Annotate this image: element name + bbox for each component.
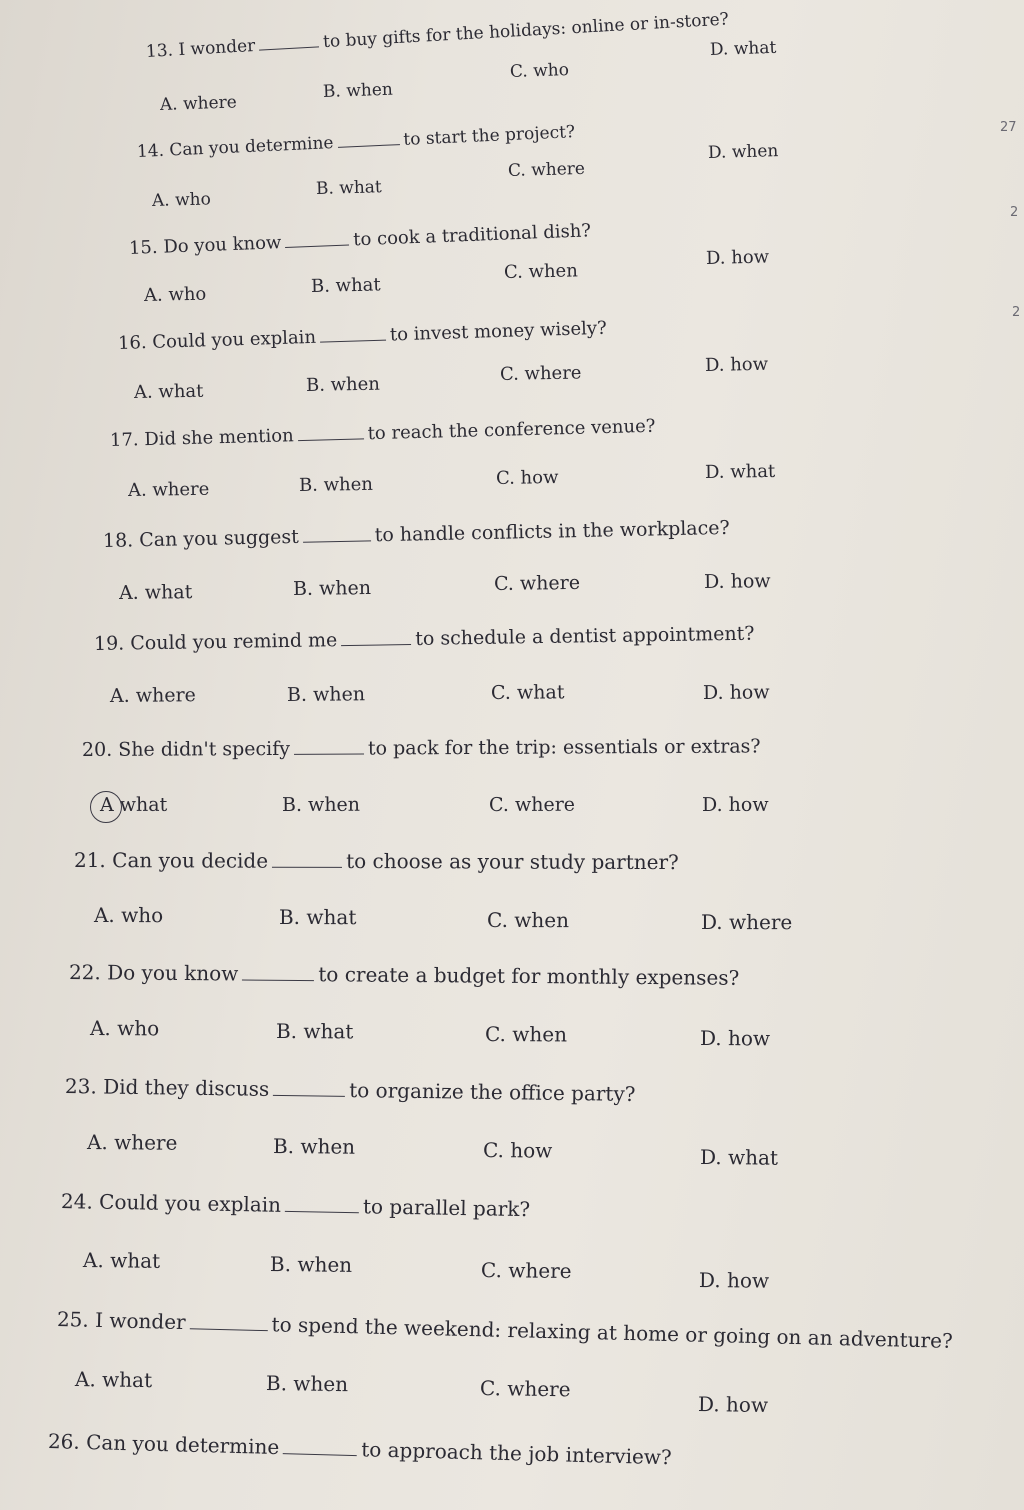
option-a[interactable]: A. who: [89, 1016, 160, 1041]
option-b[interactable]: B. when: [298, 473, 374, 496]
answer-blank[interactable]: [303, 523, 371, 542]
option-b[interactable]: B. when: [265, 1371, 349, 1397]
question-prompt: Did she mention: [144, 425, 294, 451]
option-a[interactable]: A. what: [82, 1248, 161, 1273]
question-24: [61, 1189, 531, 1221]
question-prompt: Can you suggest: [139, 525, 300, 552]
option-c[interactable]: C. when: [484, 1022, 568, 1047]
question-text: to pack for the trip: essentials or extras?: [367, 735, 761, 760]
question-number: 25.: [56, 1307, 90, 1332]
question-number: 16.: [117, 332, 147, 354]
option-d[interactable]: D. what: [709, 37, 777, 60]
margin-mark: 27: [1000, 120, 1017, 135]
question-13: [145, 8, 729, 62]
option-b[interactable]: B. when: [322, 79, 394, 102]
question-number: 20.: [81, 738, 113, 761]
question-prompt: Could you explain: [98, 1189, 282, 1217]
question-number: 22.: [68, 960, 101, 985]
option-d[interactable]: D. how: [703, 570, 771, 593]
question-number: 23.: [64, 1074, 97, 1099]
question-15: [129, 219, 592, 259]
option-c[interactable]: C. where: [493, 571, 581, 595]
option-a[interactable]: A. where: [127, 478, 210, 501]
question-text: to buy gifts for the holidays: online or in-store?: [322, 9, 730, 53]
answer-blank[interactable]: [337, 129, 400, 148]
option-a[interactable]: A. where: [86, 1130, 178, 1155]
question-prompt: I wonder: [94, 1307, 186, 1335]
margin-mark: 2: [1012, 305, 1021, 320]
question-text: to organize the office party?: [349, 1077, 636, 1106]
answer-blank[interactable]: [320, 324, 387, 343]
question-number: 13.: [145, 40, 174, 62]
option-a[interactable]: A. what: [74, 1367, 153, 1393]
option-c[interactable]: C. where: [499, 362, 582, 385]
question-text: to reach the conference venue?: [367, 415, 656, 445]
answer-circle-mark: [90, 791, 122, 823]
question-number: 14.: [136, 140, 165, 162]
question-prompt: Can you determine: [85, 1430, 280, 1460]
answer-blank[interactable]: [341, 627, 411, 646]
question-number: 15.: [128, 236, 159, 259]
option-a[interactable]: A. what: [133, 380, 204, 403]
question-number: 17.: [109, 429, 139, 451]
question-text: to cook a traditional dish?: [352, 220, 592, 251]
question-25: [57, 1307, 953, 1353]
question-14: [137, 121, 576, 162]
question-16: [118, 317, 607, 354]
option-b[interactable]: B. when: [292, 577, 372, 600]
question-prompt: Do you know: [107, 960, 239, 986]
question-prompt: Did they discuss: [103, 1074, 270, 1101]
question-prompt: I wonder: [177, 35, 256, 61]
margin-mark: 2: [1010, 205, 1019, 220]
question-text: to choose as your study partner?: [346, 848, 679, 875]
option-d[interactable]: D. how: [702, 681, 770, 704]
option-a[interactable]: A what: [99, 793, 168, 816]
answer-blank[interactable]: [242, 962, 314, 982]
option-b[interactable]: B. what: [310, 274, 381, 297]
option-c[interactable]: C. who: [509, 60, 570, 82]
question-text: to invest money wisely?: [389, 317, 607, 346]
answer-blank[interactable]: [272, 849, 342, 868]
answer-blank[interactable]: [259, 31, 320, 50]
question-19: [94, 622, 755, 655]
answer-blank[interactable]: [285, 229, 350, 248]
answer-blank[interactable]: [285, 1193, 359, 1213]
option-b[interactable]: B. when: [281, 793, 361, 816]
option-c[interactable]: C. where: [507, 158, 586, 181]
option-a[interactable]: A. who: [151, 189, 212, 211]
question-number: 26.: [47, 1429, 81, 1454]
option-b[interactable]: B. when: [269, 1252, 353, 1277]
option-d[interactable]: D. how: [701, 793, 769, 816]
option-b[interactable]: B. what: [278, 905, 357, 930]
option-c[interactable]: C. where: [488, 793, 576, 816]
question-21: [74, 848, 679, 874]
question-prompt: Do you know: [162, 232, 282, 258]
option-a[interactable]: A. where: [109, 684, 196, 707]
question-18: [103, 516, 730, 552]
option-c[interactable]: C. how: [495, 467, 559, 489]
question-prompt: Could you explain: [152, 326, 317, 353]
question-prompt: Can you determine: [168, 133, 334, 161]
answer-blank[interactable]: [189, 1310, 267, 1331]
option-d[interactable]: D. how: [698, 1268, 770, 1293]
option-d[interactable]: D. how: [699, 1026, 771, 1051]
question-26: [48, 1429, 672, 1469]
option-c[interactable]: C. what: [490, 681, 565, 704]
question-text: to parallel park?: [362, 1194, 531, 1222]
question-number: 24.: [60, 1189, 94, 1214]
option-a[interactable]: A. who: [93, 903, 164, 928]
option-d[interactable]: D. how: [704, 353, 769, 376]
option-a[interactable]: A. who: [143, 283, 207, 306]
answer-blank[interactable]: [297, 422, 363, 441]
option-d[interactable]: D. what: [699, 1145, 779, 1170]
option-b[interactable]: B. when: [272, 1134, 356, 1159]
option-d[interactable]: D. what: [704, 460, 776, 483]
question-prompt: She didn't specify: [118, 737, 291, 761]
question-22: [69, 960, 739, 990]
option-a[interactable]: A. where: [159, 92, 238, 115]
option-c[interactable]: C. where: [480, 1258, 572, 1283]
question-number: 19.: [93, 632, 125, 655]
option-b[interactable]: B. what: [315, 177, 383, 199]
option-c[interactable]: C. when: [486, 908, 570, 933]
question-text: to handle conflicts in the workplace?: [374, 516, 730, 547]
answer-blank[interactable]: [294, 737, 364, 755]
question-text: to spend the weekend: relaxing at home or going on an adventure?: [271, 1312, 954, 1353]
option-c[interactable]: C. where: [479, 1376, 571, 1402]
option-c[interactable]: C. when: [503, 260, 579, 283]
option-b[interactable]: B. when: [286, 683, 366, 706]
option-b[interactable]: B. what: [275, 1019, 354, 1044]
question-text: to start the project?: [402, 122, 576, 150]
question-20: [82, 734, 761, 761]
option-d[interactable]: D. how: [697, 1392, 769, 1418]
question-number: 21.: [73, 848, 106, 873]
question-prompt: Could you remind me: [130, 629, 338, 655]
option-b[interactable]: B. when: [305, 373, 381, 396]
question-prompt: Can you decide: [112, 848, 269, 873]
option-d[interactable]: D. how: [705, 246, 770, 269]
answer-blank[interactable]: [273, 1077, 345, 1097]
option-c[interactable]: C. how: [482, 1138, 553, 1163]
option-d[interactable]: D. where: [700, 910, 793, 935]
question-17: [110, 415, 656, 451]
question-23: [65, 1074, 636, 1106]
question-number: 18.: [102, 529, 134, 552]
question-text: to approach the job interview?: [360, 1437, 673, 1470]
answer-blank[interactable]: [283, 1435, 357, 1456]
question-text: to schedule a dentist appointment?: [415, 622, 755, 650]
option-a[interactable]: A. what: [118, 581, 193, 604]
question-text: to create a budget for monthly expenses?: [318, 962, 740, 990]
option-d[interactable]: D. when: [707, 141, 779, 163]
